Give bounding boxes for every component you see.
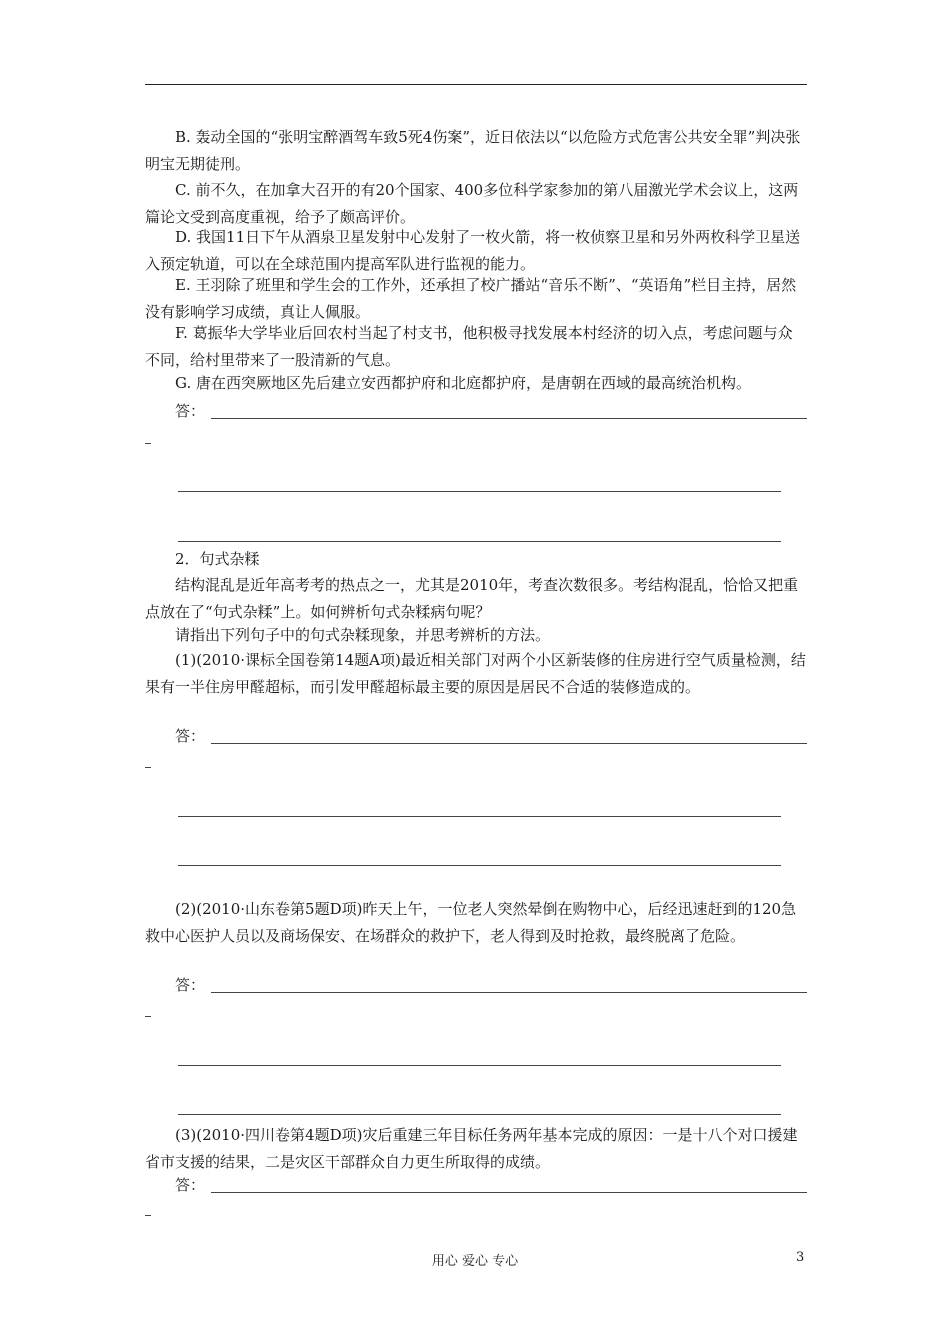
section-heading: 2．句式杂糅 xyxy=(175,550,260,568)
answer-row-4[interactable] xyxy=(145,1172,807,1198)
answer-label: 答： xyxy=(175,402,206,420)
item-b: B. 轰动全国的“张明宝醉酒驾车致5死4伤案”，近日依法以“以危险方式危害公共安全罪”判决张明宝无期徒刑。 xyxy=(145,128,801,173)
dash-mark xyxy=(145,443,151,444)
dash-mark xyxy=(145,1215,151,1216)
question-3: (3)(2010·四川卷第4题D项)灾后重建三年目标任务两年基本完成的原因：一是十八个对口援建省市支援的结果，二是灾区干部群众自力更生所取得的成绩。 xyxy=(145,1126,798,1171)
blank-answer-line[interactable] xyxy=(178,541,781,542)
item-f: F. 葛振华大学毕业后回农村当起了村支书，他积极寻找发展本村经济的切入点，考虑问题与众不同，给村里带来了一股清新的气息。 xyxy=(145,324,793,369)
answer-label: 答： xyxy=(175,976,206,994)
blank-answer-line[interactable] xyxy=(178,1065,781,1066)
question-1: (1)(2010·课标全国卷第14题A项)最近相关部门对两个小区新装修的住房进行空气质量检测，结果有一半住房甲醛超标，而引发甲醛超标最主要的原因是居民不合适的装修造成的。 xyxy=(145,651,806,696)
item-g: G. 唐在西突厥地区先后建立安西都护府和北庭都护府，是唐朝在西域的最高统治机构。 xyxy=(175,374,751,392)
answer-row-2[interactable] xyxy=(145,723,807,749)
dash-mark xyxy=(145,1016,151,1017)
answer-underline xyxy=(211,992,807,993)
question-2: (2)(2010·山东卷第5题D项)昨天上午，一位老人突然晕倒在购物中心，后经迅速赶到的120急救中心医护人员以及商场保安、在场群众的救护下，老人得到及时抢救，最终脱离了危险。 xyxy=(145,900,797,945)
item-d: D. 我国11日下午从酒泉卫星发射中心发射了一枚火箭，将一枚侦察卫星和另外两枚科学卫星送入预定轨道，可以在全球范围内提高军队进行监视的能力。 xyxy=(145,228,801,273)
page-number: 3 xyxy=(796,1250,805,1265)
blank-answer-line[interactable] xyxy=(178,865,781,866)
answer-label: 答： xyxy=(175,1176,206,1194)
answer-row-1[interactable] xyxy=(145,398,807,424)
blank-answer-line[interactable] xyxy=(178,1114,781,1115)
answer-underline xyxy=(211,743,807,744)
section-instruction: 请指出下列句子中的句式杂糅现象，并思考辨析的方法。 xyxy=(175,626,551,644)
footer-text: 用心 爱心 专心 xyxy=(431,1254,519,1269)
blank-answer-line[interactable] xyxy=(178,816,781,817)
dash-mark xyxy=(145,767,151,768)
header-rule xyxy=(145,84,807,85)
item-c: C. 前不久，在加拿大召开的有20个国家、400多位科学家参加的第八届激光学术会议上，这两篇论文受到高度重视，给予了颇高评价。 xyxy=(145,181,799,226)
item-e: E. 王羽除了班里和学生会的工作外，还承担了校广播站“音乐不断”、“英语角”栏目主持，居然没有影响学习成绩，真让人佩服。 xyxy=(145,276,797,321)
answer-underline xyxy=(211,1192,807,1193)
section-intro: 结构混乱是近年高考考的热点之一，尤其是2010年，考查次数很多。考结构混乱，恰恰又把重点放在了“句式杂糅”上。如何辨析句式杂糅病句呢？ xyxy=(145,576,799,621)
answer-label: 答： xyxy=(175,727,206,745)
answer-row-3[interactable] xyxy=(145,972,807,998)
answer-underline xyxy=(211,418,807,419)
blank-answer-line[interactable] xyxy=(178,491,781,492)
